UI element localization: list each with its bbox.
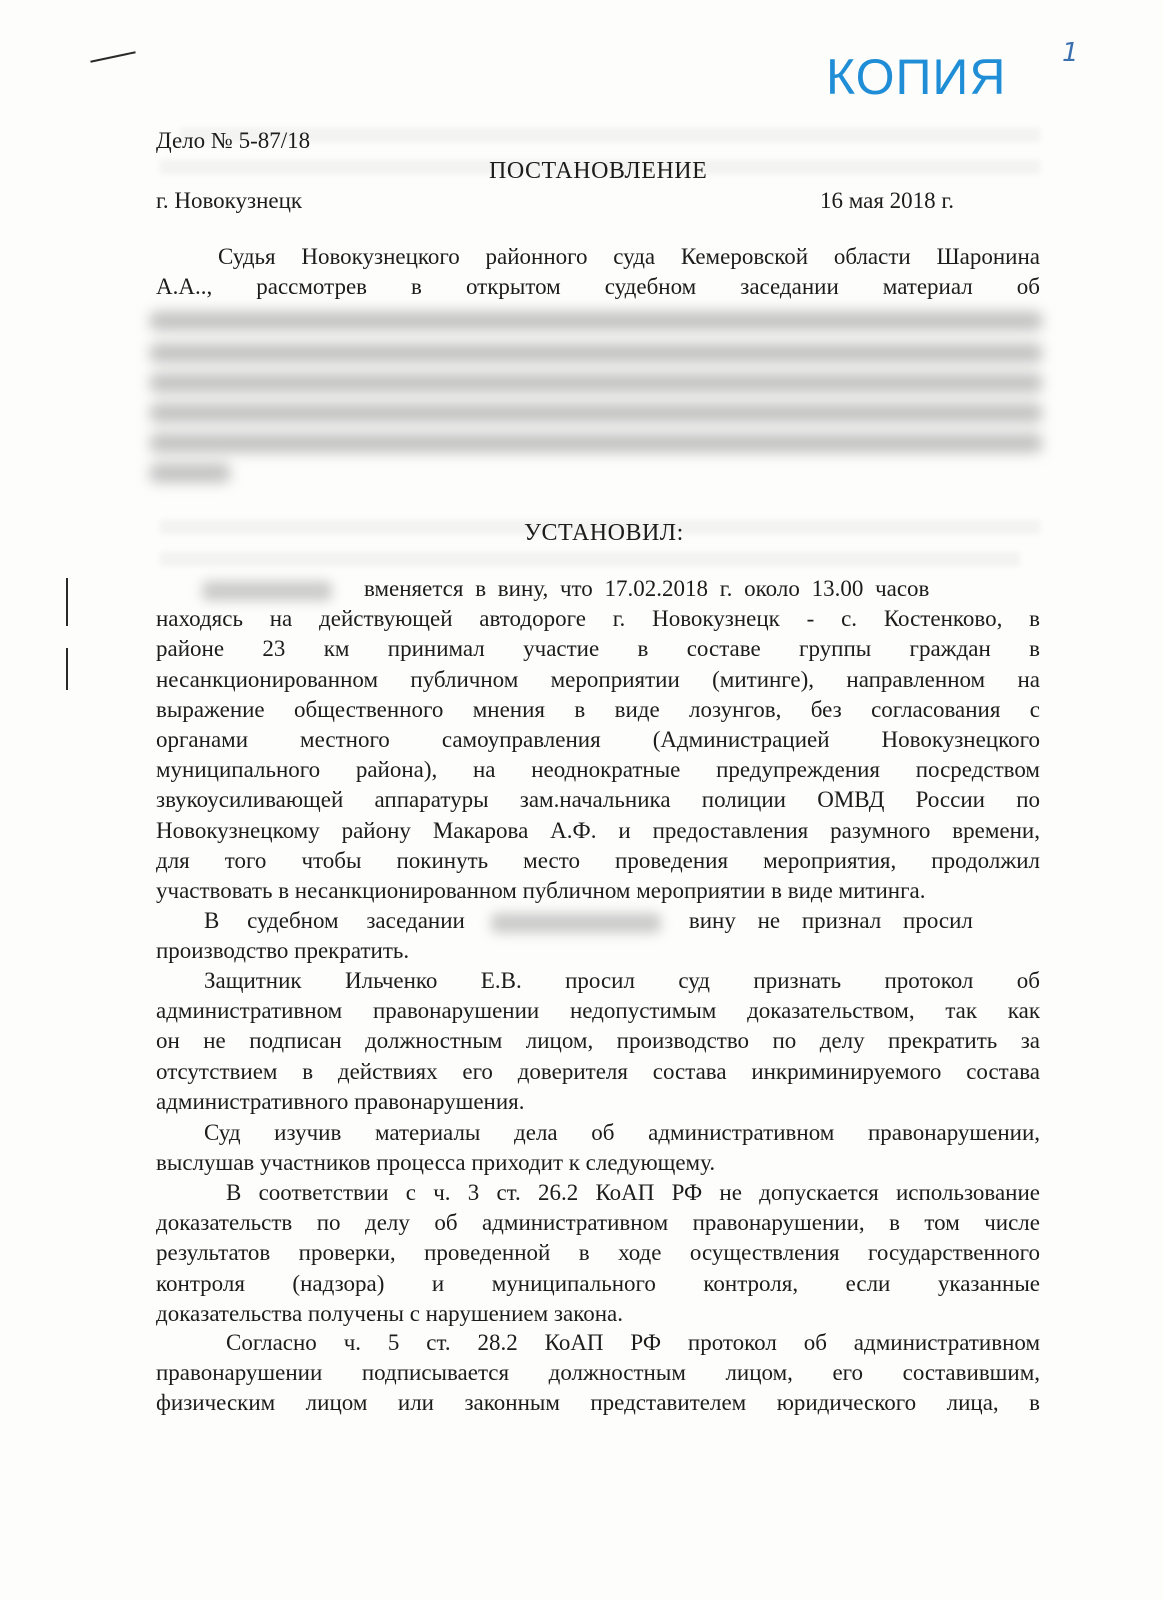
text-line: доказательства получены с нарушением закона. xyxy=(156,1300,623,1326)
text-line: производство прекратить. xyxy=(156,938,410,964)
text-line: Новокузнецкому району Макарова А.Ф. и предоставления разумного времени, xyxy=(156,817,1040,843)
text-line: Судья Новокузнецкого районного суда Кемеровской области Шаронина xyxy=(218,244,1040,269)
case-number: Дело № 5-87/18 xyxy=(156,128,311,153)
text-line: он не подписан должностным лицом, производство по делу прекратить за xyxy=(156,1028,1040,1054)
text-line: находясь на действующей автодороге г. Новокузнецк - с. Костенково, в xyxy=(156,606,1040,632)
redacted-name xyxy=(202,581,332,601)
intro-paragraph xyxy=(156,242,1040,302)
text-fragment: вину не признал просил xyxy=(688,908,973,933)
text-line: В соответствии с ч. 3 ст. 26.2 КоАП РФ не допускается использование xyxy=(226,1180,1040,1205)
text-line: доказательств по делу об административном правонарушении, в том числе xyxy=(156,1210,1040,1236)
redacted-name xyxy=(491,913,661,933)
margin-mark xyxy=(66,578,68,626)
text-line: Защитник Ильченко Е.В. просил суд признать протокол об xyxy=(204,968,1040,993)
text-line: правонарушении подписывается должностным лицом, его составившим, xyxy=(156,1360,1040,1386)
text-line: органами местного самоуправления (Администрацией Новокузнецкого xyxy=(156,727,1040,753)
defender-paragraph xyxy=(156,966,1040,1117)
text-line: Согласно ч. 5 ст. 28.2 КоАП РФ протокол об административном xyxy=(226,1330,1040,1355)
city: г. Новокузнецк xyxy=(156,188,303,213)
law-paragraph-2 xyxy=(156,1328,1040,1419)
text-line: районе 23 км принимал участие в составе группы граждан в xyxy=(156,636,1040,662)
section-title: УСТАНОВИЛ: xyxy=(524,520,684,546)
text-line: результатов проверки, проведенной в ходе осуществления государственного xyxy=(156,1240,1040,1266)
document-title: ПОСТАНОВЛЕНИЕ xyxy=(489,158,708,184)
copy-stamp: КОПИЯ xyxy=(826,49,1007,105)
court-paragraph xyxy=(156,1118,1040,1178)
text-fragment: вменяется в вину, что 17.02.2018 г. около 13.00 часов xyxy=(364,576,930,601)
text-line: звукоусиливающей аппаратуры зам.начальника полиции ОМВД России по xyxy=(156,787,1040,813)
pen-mark xyxy=(90,51,135,63)
text-line: муниципального района), на неоднократные предупреждения посредством xyxy=(156,757,1040,783)
facts-paragraph xyxy=(156,574,1040,906)
text-line: отсутствием в действиях его доверителя состава инкриминируемого состава xyxy=(156,1058,1040,1084)
text-line: А.А.., рассмотрев в открытом судебном заседании материал об xyxy=(156,274,1040,300)
text-line xyxy=(156,906,1040,936)
text-line: административном правонарушении недопустимым доказательством, так как xyxy=(156,998,1040,1024)
text-line xyxy=(156,574,1040,604)
redacted-text-block xyxy=(150,304,1042,488)
law-paragraph-1 xyxy=(156,1178,1040,1329)
document-date: 16 мая 2018 г. xyxy=(820,188,955,213)
margin-mark xyxy=(66,648,68,690)
text-line: выслушав участников процесса приходит к следующему. xyxy=(156,1150,716,1176)
text-line: несанкционированном публичном мероприятии (митинге), направленном на xyxy=(156,666,1040,692)
text-line: участвовать в несанкционированном публичном мероприятии в виде митинга. xyxy=(156,878,926,904)
handwritten-page-number: 1 xyxy=(1062,38,1079,68)
text-line: физическим лицом или законным представителем юридического лица, в xyxy=(156,1390,1040,1416)
bleed-through xyxy=(160,552,1020,566)
text-line: выражение общественного мнения в виде лозунгов, без согласования с xyxy=(156,696,1040,722)
text-line: Суд изучив материалы дела об административном правонарушении, xyxy=(204,1120,1040,1145)
text-line: для того чтобы покинуть место проведения мероприятия, продолжил xyxy=(156,847,1040,873)
text-line: административного правонарушения. xyxy=(156,1088,525,1114)
text-fragment: В судебном заседании xyxy=(204,908,465,933)
hearing-paragraph xyxy=(156,906,1040,966)
text-line: контроля (надзора) и муниципального контроля, если указанные xyxy=(156,1270,1040,1296)
